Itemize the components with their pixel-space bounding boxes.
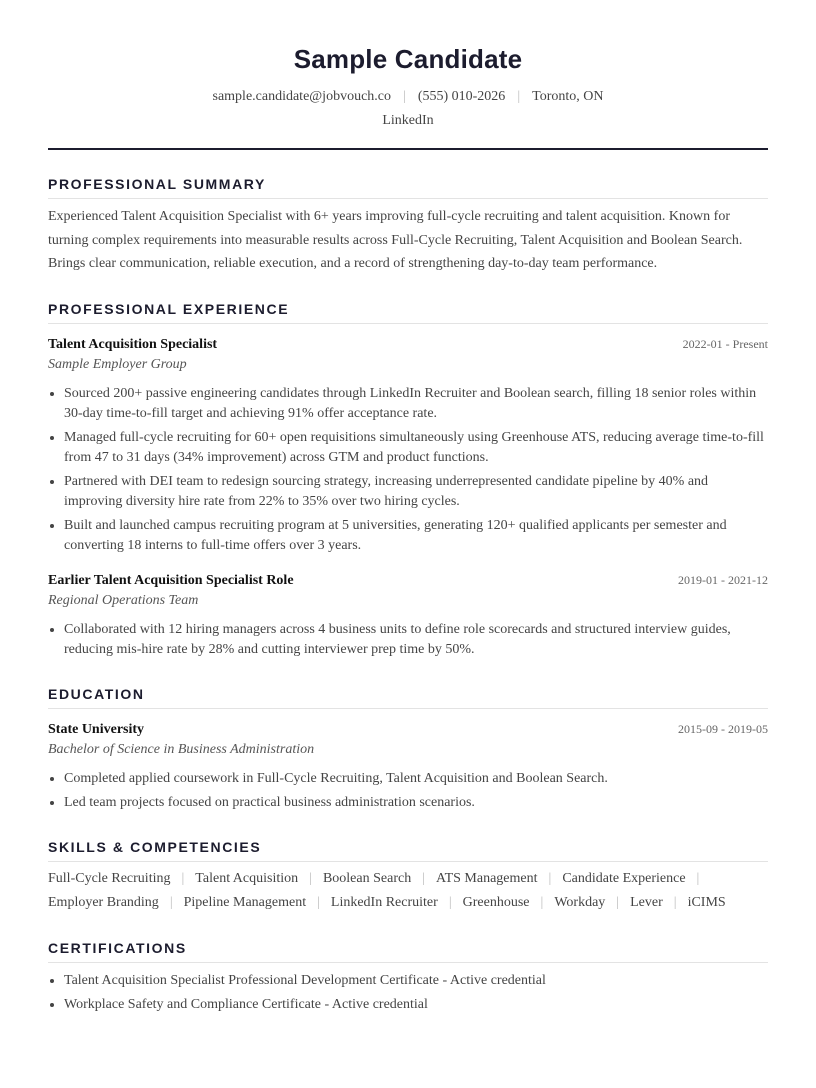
list-item: Talent Acquisition Specialist Professional Development Certificate - Active credential [48,971,768,991]
skill-item: Pipeline Management [183,895,307,910]
job-dates: 2019-01 - 2021-12 [678,573,768,587]
list-item: Built and launched campus recruiting program at 5 universities, generating 120+ qualified applicants per semester and converting 18 interns to full-time offers over 3 years. [48,516,768,556]
list-item: Collaborated with 12 hiring managers across 4 business units to define role scorecards and structured interview guides, reducing mis-hire rate by 28% and cutting interviewer prep time by 50%. [48,620,768,660]
header-divider [48,148,768,150]
skill-item: Greenhouse [462,895,530,910]
education-bullets [48,769,768,817]
linkedin-line [48,113,768,129]
list-item: Workplace Safety and Compliance Certificate - Active credential [48,995,768,1015]
contact-line [48,89,768,105]
skill-item: iCIMS [687,895,726,910]
experience-heading: PROFESSIONAL EXPERIENCE [48,301,290,317]
contact-separator: | [403,89,406,104]
summary-heading: PROFESSIONAL SUMMARY [48,176,266,192]
skills-heading: SKILLS & COMPETENCIES [48,839,262,855]
job-title: Talent Acquisition Specialist [48,337,218,352]
list-item: Partnered with DEI team to redesign sourcing strategy, increasing underrepresented candidate pipeline by 40% and improving diversity hire rate from 22% to 35% over two hiring cycles. [48,472,768,512]
skill-item: Talent Acquisition [195,871,299,886]
job-company: Regional Operations Team [48,593,199,608]
job-company: Sample Employer Group [48,357,187,372]
skill-item: ATS Management [436,871,538,886]
education-dates: 2015-09 - 2019-05 [678,722,768,736]
school-name: State University [48,722,145,737]
skill-item: Candidate Experience [562,871,686,886]
section-divider [48,198,768,199]
phone-text: (555) 010-2026 [417,89,506,104]
certifications-list [48,971,768,1019]
skill-item: Full-Cycle Recruiting [48,871,171,886]
section-divider [48,708,768,709]
skill-item: Workday [554,895,606,910]
job-bullets [48,384,768,560]
skill-item: Employer Branding [48,895,159,910]
summary-text: Experienced Talent Acquisition Specialist with 6+ years improving full-cycle recruiting and talent acquisition. Known for turning complex requirements into measurable results across Full-Cycle Recruiting, Talent Acquisition and Boolean Search. Brings clear communication, reliable execution, and a record of strengthening day-to-day team performance. [48,209,743,271]
skills-list: Full-Cycle Recruiting | Talent Acquisition | Boolean Search | ATS Management | Candidate Experience | Employer Branding | Pipeline Management | LinkedIn Recruiter | Greenhouse | Workday | Lever | iCIMS [48,871,726,910]
linkedin-link[interactable]: LinkedIn [382,113,434,128]
job-bullets [48,620,768,664]
candidate-name: Sample Candidate [293,44,523,74]
job-title: Earlier Talent Acquisition Specialist Role [48,573,294,588]
degree-name: Bachelor of Science in Business Administration [48,742,315,757]
skill-item: Lever [630,895,663,910]
list-item: Managed full-cycle recruiting for 60+ open requisitions simultaneously using Greenhouse ATS, reducing average time-to-fill from 47 to 31 days (34% improvement) across GTM and product functions. [48,428,768,468]
skill-item: Boolean Search [322,871,412,886]
list-item: Led team projects focused on practical business administration scenarios. [48,793,768,813]
list-item: Completed applied coursework in Full-Cycle Recruiting, Talent Acquisition and Boolean Search. [48,769,768,789]
skill-item: LinkedIn Recruiter [330,895,438,910]
job-dates: 2022-01 - Present [682,337,768,351]
section-divider [48,962,768,963]
contact-separator: | [517,89,521,104]
certifications-heading: CERTIFICATIONS [48,940,187,956]
list-item: Sourced 200+ passive engineering candidates through LinkedIn Recruiter and Boolean search, filling 18 senior roles within 30-day time-to-fill target and achieving 91% offer acceptance rate. [48,384,768,424]
email-link[interactable]: sample.candidate@jobvouch.co [212,89,391,104]
location-text: Toronto, ON [532,89,604,104]
section-divider [48,861,768,862]
section-divider [48,323,768,324]
education-heading: EDUCATION [48,686,145,702]
